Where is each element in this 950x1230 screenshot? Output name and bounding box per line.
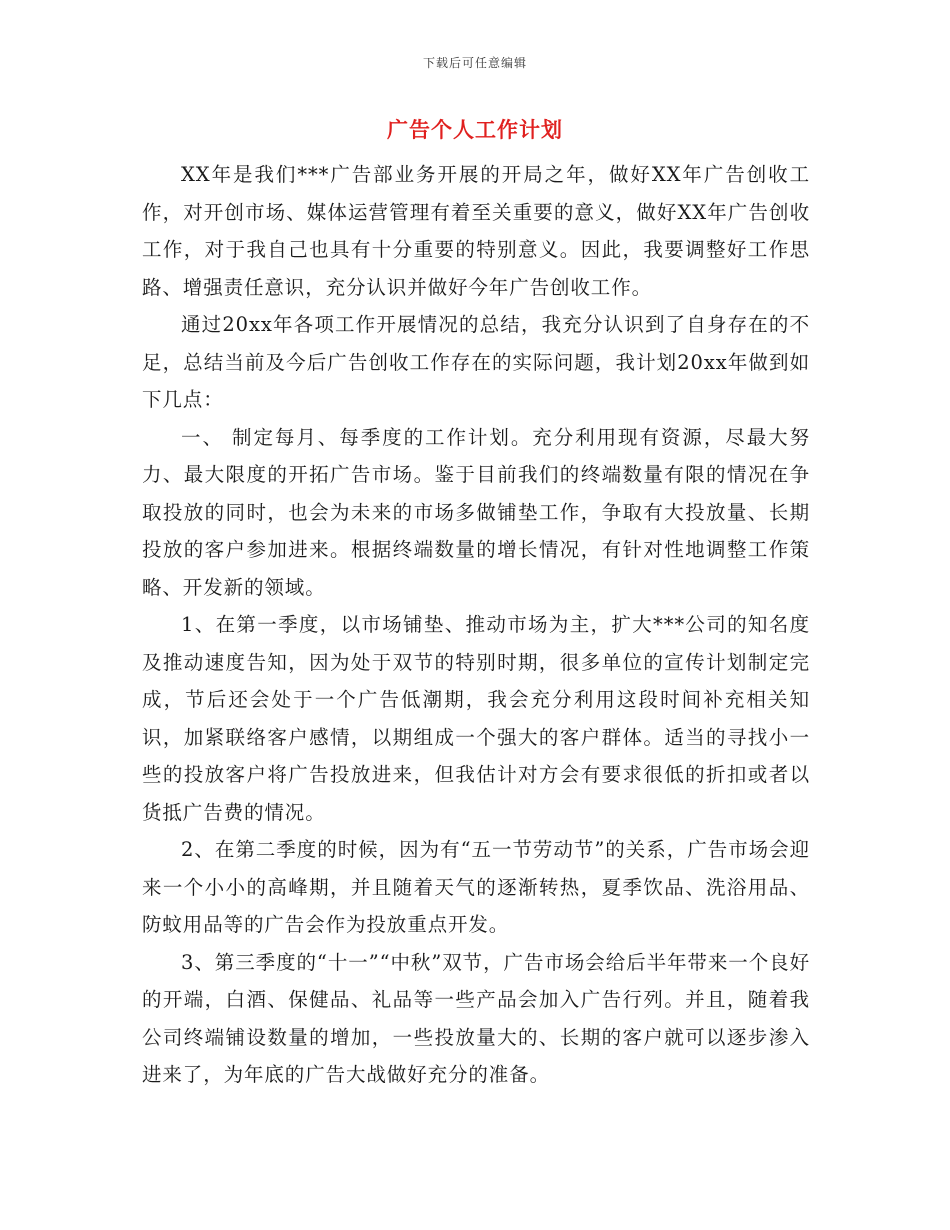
paragraph-plan-item-1: 一、 制定每月、每季度的工作计划。充分利用现有资源，尽最大努力、最大限度的开拓广告市场。鉴于目前我们的终端数量有限的情况在争取投放的同时，也会为未来的市场多做铺垫工作，争取有大投放量、长期投放的客户参加进来。根据终端数量的增长情况，有针对性地调整工作策略、开发新的领域。 — [142, 425, 810, 599]
header-note: 下载后可任意编辑 — [422, 56, 527, 70]
paragraph-quarter-1: 1、在第一季度，以市场铺垫、推动市场为主，扩大***公司的知名度及推动速度告知，因为处于双节的特别时期，很多单位的宣传计划制定完成，节后还会处于一个广告低潮期，我会充分利用这段时间补充相关知识，加紧联络客户感情，以期组成一个强大的客户群体。适当的寻找小一些的投放客户将广告投放进来，但我估计对方会有要求很低的折扣或者以货抵广告费的情况。 — [142, 613, 810, 824]
paragraph-summary: 通过20xx年各项工作开展情况的总结，我充分认识到了自身存在的不足，总结当前及今后广告创收工作存在的实际问题，我计划20xx年做到如下几点： — [142, 313, 810, 411]
paragraph-quarter-2: 2、在第二季度的时候，因为有“五一节劳动节”的关系，广告市场会迎来一个小小的高峰期，并且随着天气的逐渐转热，夏季饮品、洗浴用品、防蚊用品等的广告会作为投放重点开发。 — [142, 838, 810, 936]
paragraph-intro: XX年是我们***广告部业务开展的开局之年，做好XX年广告创收工作，对开创市场、媒体运营管理有着至关重要的意义，做好XX年广告创收工作，对于我自己也具有十分重要的特别意义。因此，我要调整好工作思路、增强责任意识，充分认识并做好今年广告创收工作。 — [142, 163, 810, 299]
document-body — [142, 156, 810, 1094]
document-title: 广告个人工作计划 — [387, 117, 563, 142]
paragraph-quarter-3: 3、第三季度的“十一”“中秋”双节，广告市场会给后半年带来一个良好的开端，白酒、保健品、礼品等一些产品会加入广告行列。并且，随着我公司终端铺设数量的增加，一些投放量大的、长期的客户就可以逐步渗入进来了，为年底的广告大战做好充分的准备。 — [142, 950, 810, 1086]
